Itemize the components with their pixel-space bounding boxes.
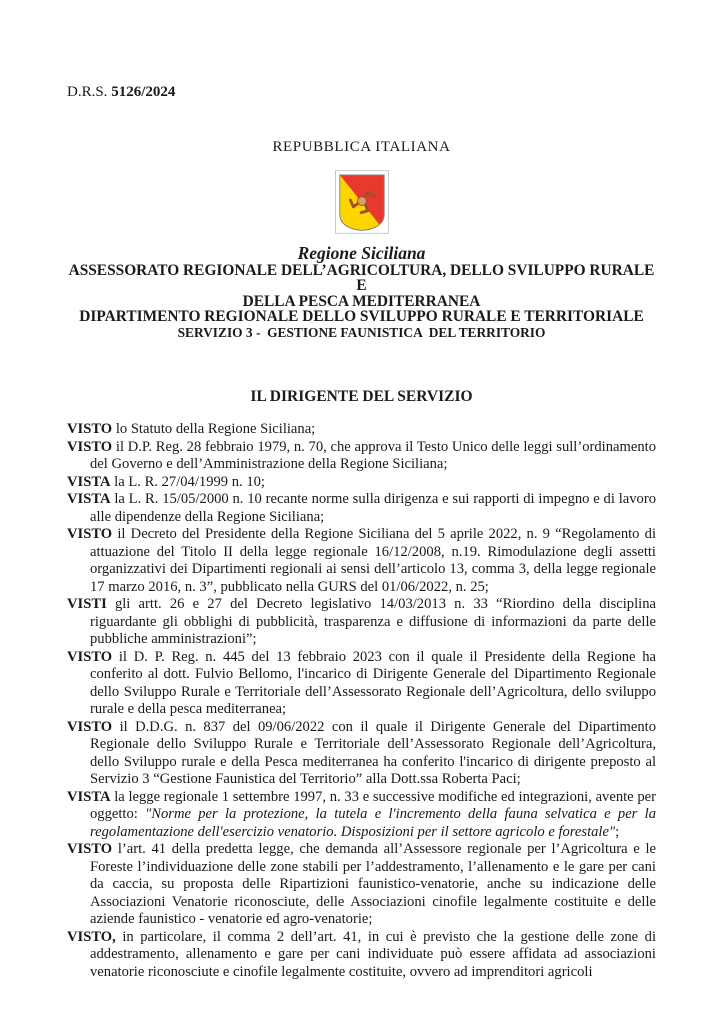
decree-paragraph [67, 649, 656, 719]
document-reference [67, 84, 656, 101]
service-line: SERVIZIO 3 - GESTIONE FAUNISTICA DEL TERRITORIO [177, 324, 546, 340]
document-reference-number: 5126/2024 [111, 84, 176, 100]
emblem-container [67, 170, 656, 234]
republic-title: REPUBBLICA ITALIANA [272, 139, 451, 155]
paragraph-list [67, 421, 656, 981]
decree-paragraph [67, 439, 656, 474]
paragraph-text: la legge regionale 1 settembre 1997, n. 33 e successive modifiche ed integrazioni, avente per oggetto: [90, 788, 656, 823]
paragraph-keyword: VISTO [67, 438, 113, 455]
paragraph-keyword: VISTA [67, 788, 111, 805]
decree-paragraph [67, 719, 656, 789]
paragraph-text: gli artt. 26 e 27 del Decreto legislativo 14/03/2013 n. 33 “Riordino della disciplina riguardante gli obblighi di pubblicità, trasparenza e diffusione di informazioni da parte delle pubbliche amministrazioni”; [90, 596, 656, 648]
paragraph-text: in particolare, il comma 2 dell’art. 41, in cui è previsto che la gestione delle zone di addestramento, allenamento e gare per cani individuate può essere affidata ad associazioni venatorie riconosciute e cinofile legalmente costituite, ovvero ad imprenditori agricoli [90, 928, 656, 980]
decree-paragraph [67, 841, 656, 929]
department-line: DIPARTIMENTO REGIONALE DELLO SVILUPPO RURALE E TERRITORIALE [79, 308, 644, 326]
paragraph-text: "Norme per la protezione, la tutela e l'incremento della fauna selvatica e per la regolamentazione dell'esercizio venatorio. Disposizioni per il settore agricolo e forestale" [90, 806, 656, 840]
region-title: Regione Siciliana [297, 243, 426, 263]
paragraph-text: lo Statuto della Regione Siciliana; [112, 421, 316, 438]
department-header [67, 263, 656, 340]
paragraph-keyword: VISTO [67, 526, 113, 543]
paragraph-keyword: VISTO [67, 648, 113, 665]
sicily-coat-of-arms-icon [335, 170, 389, 234]
department-line: ASSESSORATO REGIONALE DELL’AGRICOLTURA, DELLO SVILUPPO RURALE E [68, 262, 655, 295]
paragraph-keyword: VISTO [67, 718, 113, 735]
paragraph-text: il Decreto del Presidente della Regione Siciliana del 5 aprile 2022, n. 9 “Regolamento di attuazione del Titolo II della legge regionale 16/12/2008, n.19. Rimodulazione degli assetti organizzativi dei Dipartimenti regionali ai sensi dell’articolo 13, comma 3, della legge regionale 17 marzo 2016, n. 3”, pubblicato nella GURS del 01/06/2022, n. 25; [90, 526, 656, 595]
paragraph-text: la L. R. 15/05/2000 n. 10 recante norme sulla dirigenza e sui rapporti di impegno e di lavoro alle dipendenze della Regione Siciliana; [90, 491, 656, 525]
paragraph-text: l’art. 41 della predetta legge, che demanda all’Assessore regionale per l’Agricoltura e le Foreste l’individuazione delle zone stabili per l’addestramento, l’allenamento e le gare per cani da caccia, su proposta delle Ripartizioni faunistico-venatorie, anche su indicazione delle Associazioni Venatorie riconosciute, delle Associazioni cinofile legalmente costituite e delle aziende faunistico - venatorie ed agro-venatorie; [90, 841, 656, 928]
paragraph-keyword: VISTI [67, 596, 107, 613]
paragraph-text: il D.P. Reg. 28 febbraio 1979, n. 70, che approva il Testo Unico delle leggi sull’ordinamento del Governo e dell’Amministrazione della Regione Siciliana; [90, 438, 656, 473]
decree-paragraph [67, 474, 656, 492]
decree-paragraph [67, 421, 656, 439]
paragraph-text: il D.D.G. n. 837 del 09/06/2022 con il quale il Dirigente Generale del Dipartimento Regionale dello Sviluppo Rurale e Territoriale dell’Assessorato Regionale dell’Agricoltura, dello Sviluppo rurale e della Pesca mediterranea ha conferito l'incarico di dirigente preposto al Servizio 3 “Gestione Faunistica del Territorio” alla Dott.ssa Roberta Paci; [90, 718, 656, 788]
department-line: DELLA PESCA MEDITERRANEA [242, 292, 481, 310]
paragraph-text: la L. R. 27/04/1999 n. 10; [110, 473, 265, 490]
paragraph-keyword: VISTO, [67, 928, 116, 945]
paragraph-keyword: VISTO [67, 421, 113, 438]
decree-paragraph [67, 491, 656, 526]
paragraph-keyword: VISTA [67, 473, 111, 490]
paragraph-keyword: VISTO [67, 841, 113, 858]
paragraph-text: il D. P. Reg. n. 445 del 13 febbraio 2023 con il quale il Presidente della Regione ha conferito al dott. Fulvio Bellomo, l'incarico di Dirigente Generale del Dipartimento Regionale dello Sviluppo Rurale e Territoriale dell’Assessorato Regionale dell’Agricoltura, dello sviluppo rurale e della pesca mediterranea; [90, 648, 656, 718]
decree-paragraph [67, 526, 656, 596]
decree-paragraph [67, 596, 656, 649]
paragraph-keyword: VISTA [67, 491, 111, 508]
document-reference-label: D.R.S. [67, 84, 108, 100]
decree-paragraph [67, 929, 656, 982]
paragraph-text: ; [615, 823, 620, 840]
decree-paragraph [67, 789, 656, 842]
section-title: IL DIRIGENTE DEL SERVIZIO [250, 388, 473, 406]
